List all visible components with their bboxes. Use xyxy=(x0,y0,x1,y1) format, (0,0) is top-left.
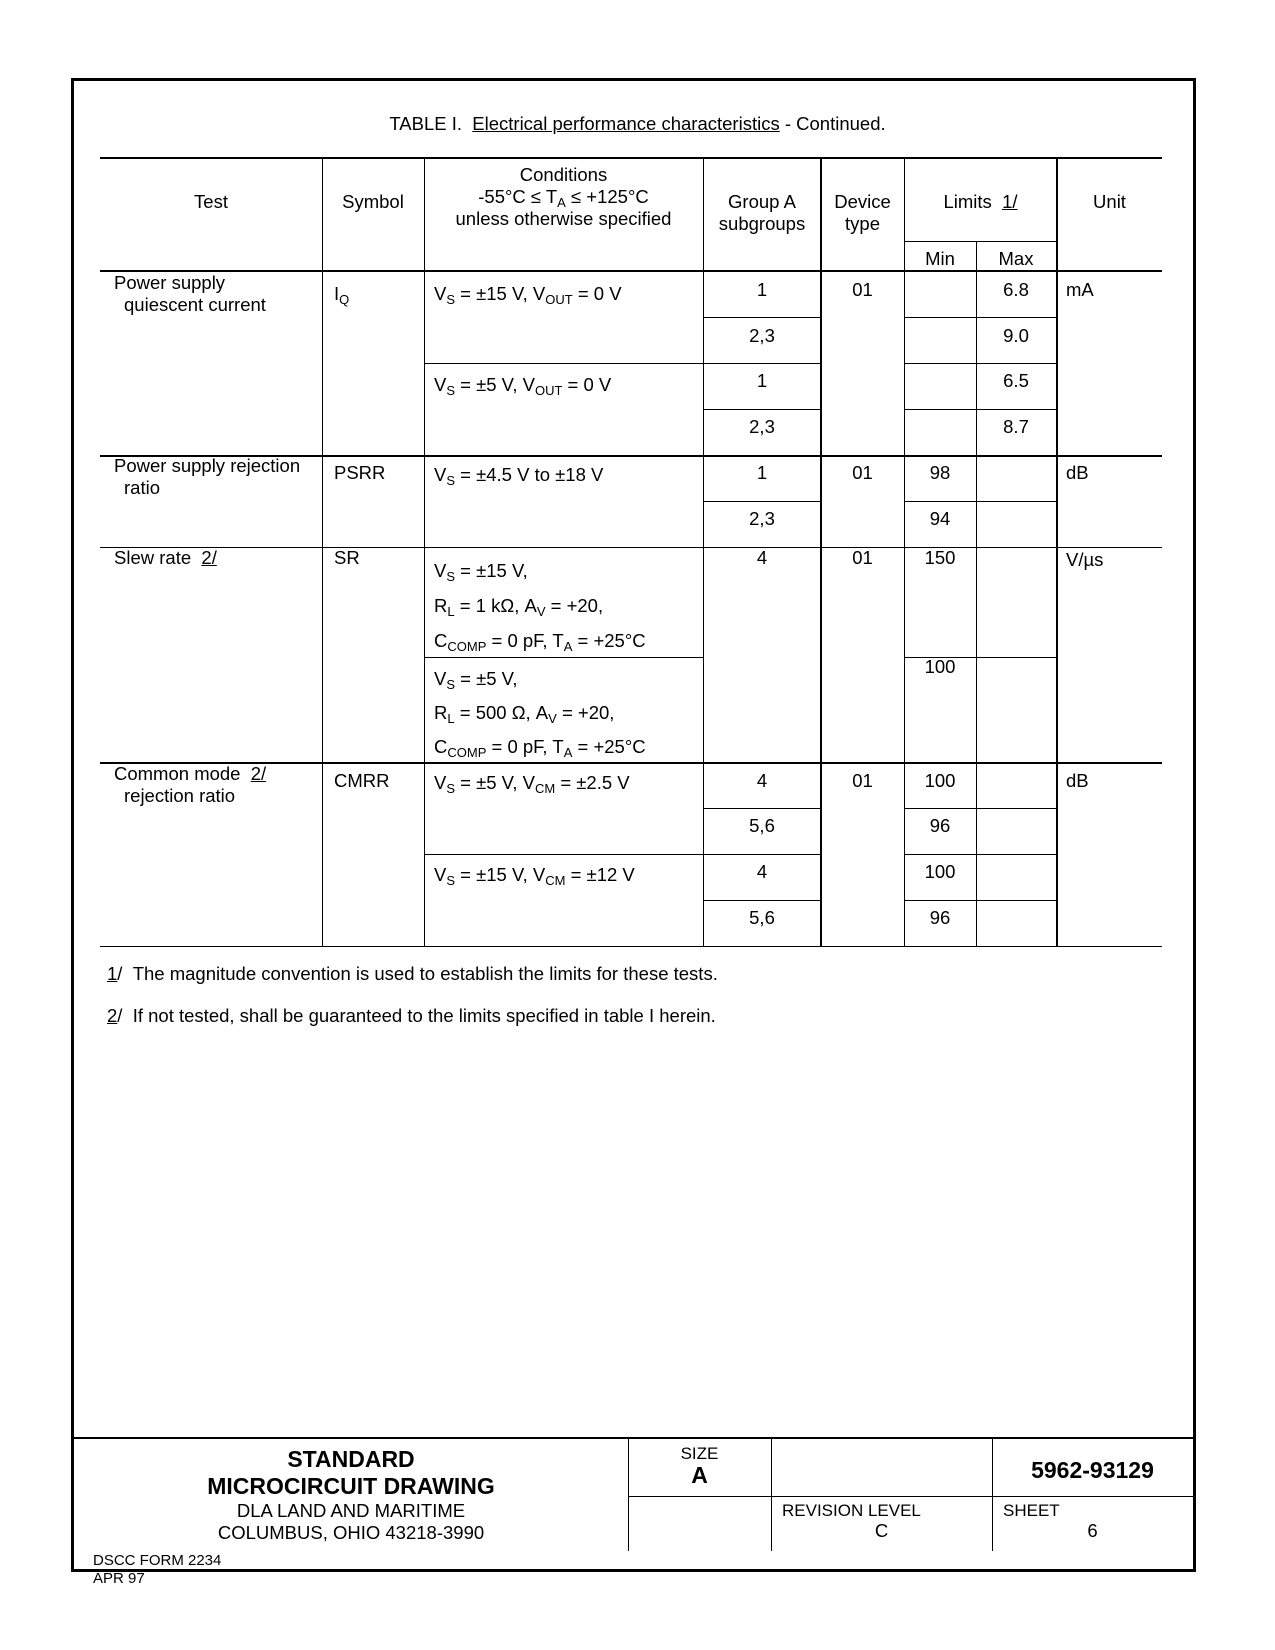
symbol-psrr: PSRR xyxy=(334,462,386,483)
note-1: 1/ The magnitude convention is used to establish the limits for these tests. xyxy=(107,963,718,984)
device-sr: 01 xyxy=(852,547,873,568)
sub-cmrr-4: 5,6 xyxy=(749,907,775,928)
device-cmrr: 01 xyxy=(852,770,873,791)
sheet-value: 6 xyxy=(1087,1520,1098,1541)
header-symbol: Symbol xyxy=(342,191,404,212)
min-cmrr-4: 96 xyxy=(929,907,951,928)
test-psrr: Power supply rejection ratio xyxy=(114,455,301,498)
min-psrr-2: 94 xyxy=(929,508,951,529)
sub-cmrr-3: 4 xyxy=(756,861,768,882)
table-title: TABLE I. Electrical performance characteristics - Continued. xyxy=(389,113,886,134)
cond-sr-b: $V_S = \pm 5$ V, $R_L = 500$ Ω, $A_V = +20$, $C_{COMP} = 0$ pF, $T_A = +25^\circ C$ xyxy=(434,668,646,760)
sub-cmrr-1: 4 xyxy=(756,770,768,791)
cond-cmrr-a: $V_S = \pm 5$ V, $V_{CM} = \pm 2.5$ V xyxy=(434,772,630,796)
header-group-a: Group A subgroups xyxy=(718,191,806,234)
form-id: DSCC FORM 2234 APR 97 xyxy=(93,1552,222,1587)
min-psrr-1: 98 xyxy=(929,462,951,483)
symbol-iq: $I_Q$ xyxy=(334,283,350,307)
unit-iq: mA xyxy=(1066,279,1094,300)
sub-iq-1: 1 xyxy=(756,279,768,300)
header-unit: Unit xyxy=(1093,191,1126,212)
note-2: 2/ If not tested, shall be guaranteed to the limits specified in table I herein. xyxy=(107,1005,716,1026)
drawing-number: 5962-93129 xyxy=(1031,1457,1154,1483)
header-max: Max xyxy=(998,248,1034,269)
revision-label: REVISION LEVEL xyxy=(782,1501,921,1520)
sub-sr: 4 xyxy=(756,547,768,568)
min-sr-2: 100 xyxy=(924,656,956,677)
device-iq: 01 xyxy=(852,279,873,300)
unit-cmrr: dB xyxy=(1066,770,1089,791)
sub-psrr-1: 1 xyxy=(756,462,768,483)
sheet-label: SHEET xyxy=(1003,1501,1060,1520)
header-test: Test xyxy=(194,191,228,212)
cond-psrr: $V_S = \pm 4.5$ V to ±18 V xyxy=(434,464,604,488)
min-sr-1: 150 xyxy=(924,547,956,568)
sub-psrr-2: 2,3 xyxy=(749,508,775,529)
size-value: A xyxy=(691,1462,708,1488)
test-iq: Power supply quiescent current xyxy=(114,272,266,315)
cond-iq-b: $V_S = \pm 5$ V, $V_{OUT} = 0$ V xyxy=(434,374,612,398)
unit-sr: V/µs xyxy=(1066,549,1104,570)
test-sr: Slew rate 2/ xyxy=(114,547,217,568)
sub-iq-4: 2,3 xyxy=(749,416,775,437)
sub-iq-2: 2,3 xyxy=(749,325,775,346)
header-min: Min xyxy=(925,248,955,269)
footer-title: STANDARD MICROCIRCUIT DRAWING DLA LAND AND MARITIME COLUMBUS, OHIO 43218-3990 xyxy=(207,1446,495,1543)
symbol-cmrr: CMRR xyxy=(334,770,390,791)
test-cmrr: Common mode 2/ rejection ratio xyxy=(114,763,267,806)
symbol-sr: SR xyxy=(334,547,360,568)
min-cmrr-2: 96 xyxy=(929,815,951,836)
min-cmrr-1: 100 xyxy=(924,770,956,791)
cond-sr-a: $V_S = \pm 15$ V, $R_L = 1$ kΩ, $A_V = +20$, $C_{COMP} = 0$ pF, $T_A = +25^\circ C$ xyxy=(434,560,646,654)
unit-psrr: dB xyxy=(1066,462,1089,483)
max-iq-2: 9.0 xyxy=(1003,325,1029,346)
sub-iq-3: 1 xyxy=(756,370,768,391)
device-psrr: 01 xyxy=(852,462,873,483)
header-limits: Limits 1/ xyxy=(943,191,1018,212)
size-label: SIZE xyxy=(680,1444,719,1463)
max-iq-4: 8.7 xyxy=(1003,416,1029,437)
sub-cmrr-2: 5,6 xyxy=(749,815,775,836)
cond-iq-a: $V_S = \pm 15$ V, $V_{OUT} = 0$ V xyxy=(434,283,622,307)
header-conditions: Conditions $-55^\circ C \le T_A \le +125^\circ C$ unless otherwise specified xyxy=(455,164,672,229)
revision-value: C xyxy=(874,1520,889,1541)
max-iq-1: 6.8 xyxy=(1003,279,1029,300)
cond-cmrr-b: $V_S = \pm 15$ V, $V_{CM} = \pm 12$ V xyxy=(434,864,635,888)
header-device-type: Device type xyxy=(834,191,891,234)
min-cmrr-3: 100 xyxy=(924,861,956,882)
max-iq-3: 6.5 xyxy=(1003,370,1029,391)
